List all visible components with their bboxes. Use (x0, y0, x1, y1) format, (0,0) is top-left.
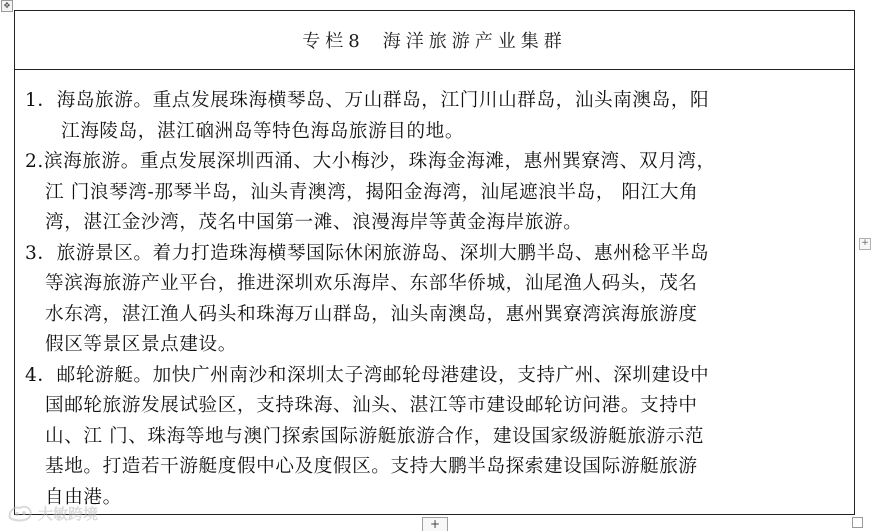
table-resize-handle-icon[interactable] (852, 517, 863, 528)
text-line: 假区等景区景点建设。 (45, 334, 237, 355)
text-line: 江 门浪琴湾-那琴半岛，汕头青澳湾，揭阳金海湾，汕尾遮浪半岛， 阳江大角 (45, 181, 699, 203)
text-line: 2.滨海旅游。重点发展深圳西涌、大小梅沙，珠海金海滩，惠州巽寮湾、双月湾， (25, 151, 716, 172)
table-move-handle-icon[interactable]: ✥ (1, 0, 13, 12)
text-line: 江海陵岛，湛江硇洲岛等特色海岛旅游目的地。 (61, 120, 465, 142)
list-item-scenic-areas (25, 239, 842, 361)
list-item-island-tourism (25, 86, 842, 147)
text-line: 等滨海旅游产业平台，推进深圳欢乐海岸、东部华侨城，汕尾渔人码头，茂名 (45, 273, 698, 294)
feature-box-body (15, 70, 854, 513)
text-line: 山、江 门、珠海等地与澳门探索国际游艇旅游合作，建设国家级游艇旅游示范 (45, 425, 705, 447)
watermark (6, 502, 98, 524)
insert-column-icon[interactable]: + (859, 238, 871, 250)
watermark-logo-icon (6, 502, 34, 524)
text-line: 湾，湛江金沙湾，茂名中国第一滩、浪漫海岸等黄金海岸旅游。 (45, 212, 583, 233)
list-item-cruise-yacht (25, 361, 842, 514)
feature-box-title (15, 11, 854, 70)
text-line: 4．邮轮游艇。加快广州南沙和深圳太子湾邮轮母港建设，支持广州、深圳建设中 (25, 364, 710, 386)
text-line: 国邮轮旅游发展试验区，支持珠海、汕头、湛江等市建设邮轮访问港。支持中 (45, 395, 698, 416)
text-line: 水东湾，湛江渔人码头和珠海万山群岛，汕头南澳岛，惠州巽寮湾滨海旅游度 (45, 303, 698, 325)
text-line: 基地。打造若干游艇度假中心及度假区。支持大鹏半岛探索建设国际游艇旅游 (45, 456, 698, 477)
text-line: 1．海岛旅游。重点发展珠海横琴岛、万山群岛，江门川山群岛，汕头南澳岛，阳 (25, 90, 710, 111)
feature-box-table (14, 10, 855, 515)
text-line: 3．旅游景区。着力打造珠海横琴国际休闲旅游岛、深圳大鹏半岛、惠州稔平半岛 (25, 242, 710, 264)
watermark-text: 大敏跨境 (38, 504, 99, 523)
text-line: 自由港。 (45, 486, 122, 508)
feature-box-title-prefix: 专栏8 (302, 31, 365, 52)
feature-box-title-main: 海洋旅游产业集群 (382, 31, 567, 52)
list-item-coastal-tourism (25, 147, 842, 239)
add-row-button[interactable]: + (422, 517, 448, 531)
